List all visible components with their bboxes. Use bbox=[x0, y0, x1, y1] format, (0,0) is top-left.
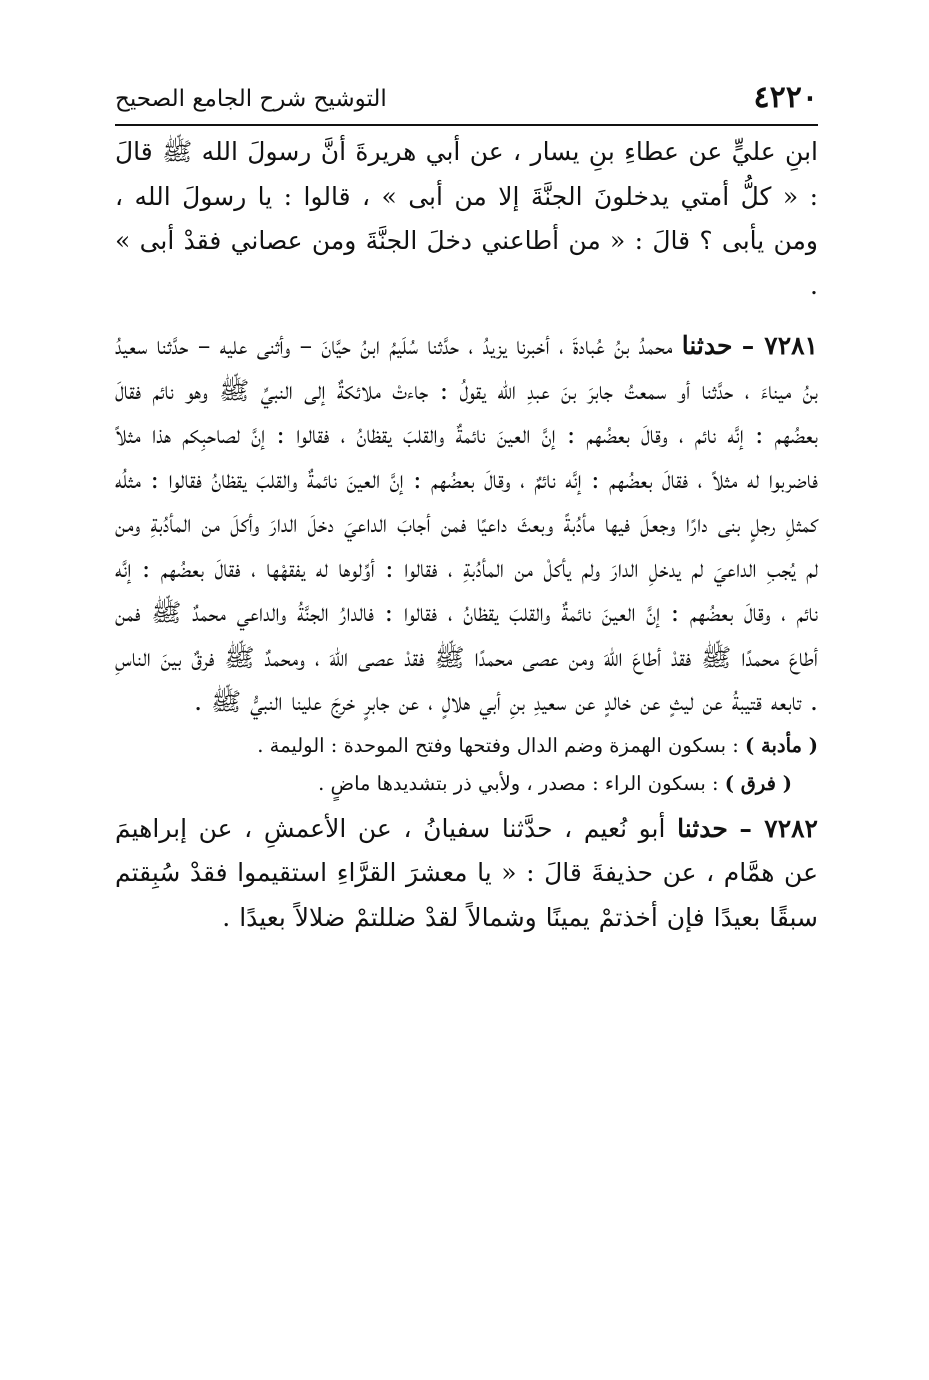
header-rule bbox=[115, 124, 818, 126]
hadith-text: محمدُ بنُ عُبادةَ ، أخبرنا يزيدُ ، حدَّثنا سُلَيمُ ابنُ حيَّانَ – وأثنى عليه – حدَّثنا سعيدُ بنُ ميناءَ ، حدَّثنا أو سمعتُ جابرَ بنَ عبدِ الله يقولُ : جاءتْ ملائكةٌ إلى النبيِّ ﷺ وهو نائم فقالَ بعضُهم : إنَّه نائم ، وقالَ بعضُهم : إنَّ العينَ نائمةٌ والقلبَ يقظانُ ، فقالوا : إنَّ لصاحبِكم هذا مثلاً فاضربوا له مثلاً ، فقالَ بعضُهم : إنَّه نائمٌ ، وقالَ بعضُهم : إنَّ العينَ نائمةٌ والقلبَ يقظانُ فقالوا : مثلُه كمثلِ رجلٍ بنى دارًا وجعلَ فيها مأدُبةً وبعثَ داعيًا فمن أجابَ الداعيَ دخلَ الدارَ وأكلَ من المأدُبةِ ومن لم يُجبِ الداعيَ لم يدخلِ الدارَ ولم يأكلْ من المأدُبةِ ، فقالوا : أوِّلوها له يفقهْها ، فقالَ بعضُهم : إنَّه نائم ، وقالَ بعضُهم : إنَّ العينَ نائمةٌ والقلبَ يقظانُ ، فقالوا : فالدارُ الجنَّةُ والداعي محمدٌ ﷺ فمن أطاعَ محمدًا ﷺ فقدْ أطاعَ اللهَ ومن عصى محمدًا ﷺ فقدْ عصى اللهَ ، ومحمدٌ ﷺ فرقٌ بينَ الناسِ . تابعه قتيبةُ عن ليثٍ عن خالدٍ عن سعيدِ بنِ أبي هلالٍ ، عن جابرٍ خرجَ علينا النبيُّ ﷺ . bbox=[115, 331, 818, 716]
page-number: ٤٢٢٠ bbox=[753, 80, 818, 115]
hadith-number: ٧٢٨١ – bbox=[741, 331, 818, 360]
hadith-number: ٧٢٨٢ – bbox=[739, 813, 818, 843]
footnote-term: ( فرق ) bbox=[724, 771, 792, 795]
haddathana-word: حدثنا bbox=[681, 331, 733, 360]
page-header bbox=[115, 78, 818, 122]
footnote-madubah bbox=[115, 727, 818, 765]
running-title: التوشيح شرح الجامع الصحيح bbox=[115, 86, 387, 112]
hadith-7281 bbox=[115, 324, 818, 725]
hadith-text: أبو نُعيم ، حدَّثنا سفيانُ ، عن الأعمشِ ، عن إبراهيمَ عن همَّام ، عن حذيفةَ قالَ : « يا معشرَ القرَّاءِ استقيموا فقدْ سُبِقتم سبقًا بعيدًا فإن أخذتمْ يمينًا وشمالاً لقدْ ضللتمْ ضلالاً بعيدًا . bbox=[115, 813, 818, 932]
footnote-farq bbox=[115, 765, 818, 803]
page-body bbox=[115, 130, 818, 940]
footnote-text: : بسكون الراء : مصدر ، ولأبي ذر بتشديدها ماضٍ . bbox=[318, 771, 719, 795]
hadith-7282 bbox=[115, 807, 818, 941]
paragraph-continuation: ابنِ عليٍّ عن عطاءِ بنِ يسار ، عن أبي هريرةَ أنَّ رسولَ الله ﷺ قالَ : « كلُّ أمتي يدخلونَ الجنَّةَ إلا من أبى » ، قالوا : يا رسولَ الله ، ومن يأبى ؟ قالَ : « من أطاعني دخلَ الجنَّةَ ومن عصاني فقدْ أبى » . bbox=[115, 137, 818, 300]
footnote-term: ( مأدبة ) bbox=[745, 733, 818, 757]
haddathana-word: حدثنا bbox=[677, 813, 728, 843]
footnote-text: : بسكون الهمزة وضم الدال وفتحها وفتح الموحدة : الوليمة . bbox=[257, 733, 739, 757]
